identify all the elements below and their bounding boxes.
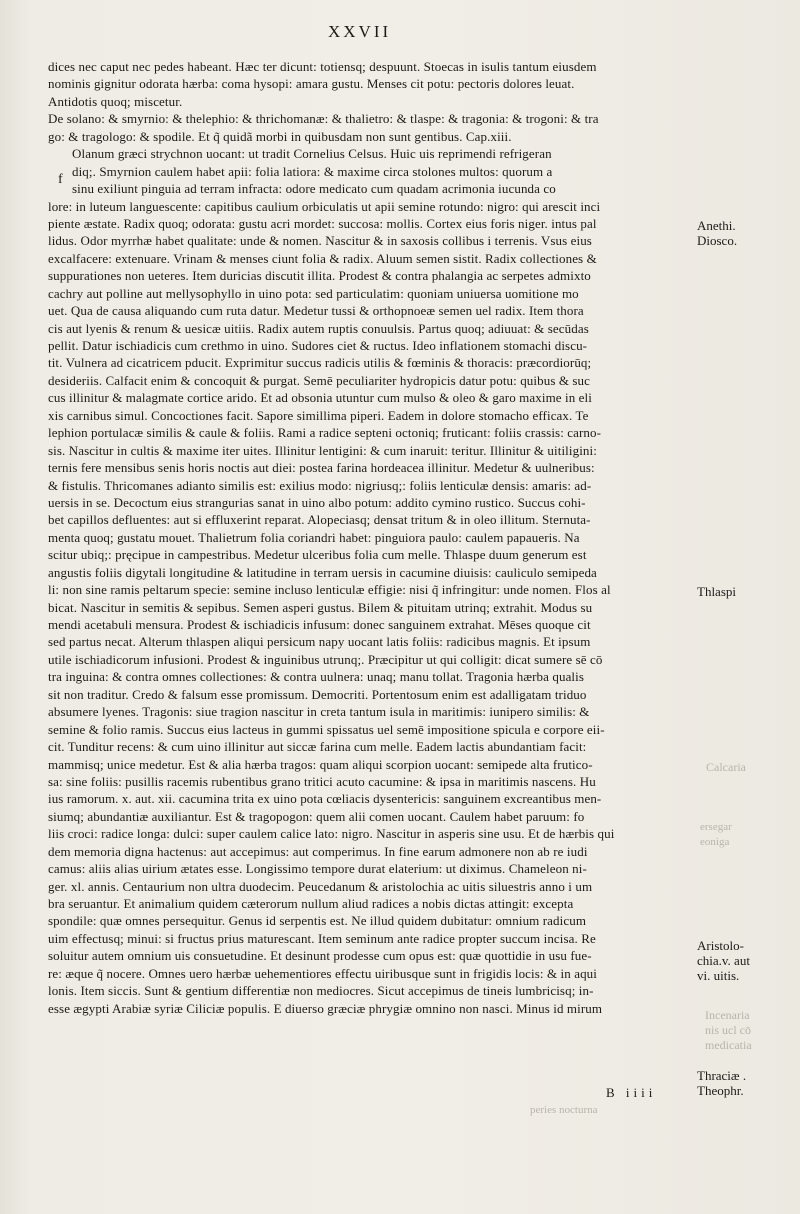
text-line: liis croci: radice longa: dulci: super caulem calice lato: nigro. Nascitur in asperis sine usu. Et de hærbis qui	[48, 826, 615, 842]
text-line: semine & folio ramis. Succus eius lacteus in gummi spissatus uel semē impositione spicula e corpore eii-	[48, 721, 605, 737]
text-line: go: & tragologo: & spodile. Et q̃ quidã morbi in quibusdam non sunt gentibus. Cap.xiii.	[48, 128, 512, 144]
text-line: bet capillos defluentes: aut si effluxerint reparat. Alopeciasq; densat tritum & in oleo illitum. Sternuta-	[48, 512, 591, 528]
text-line: siumq; abundantiæ auxiliantur. Est & tragopogon: quem alii comen uocant. Caulem habet paruum: fo	[48, 808, 585, 824]
text-line: mammisq; unice medetur. Est & alia hærba tragos: quam aliqui scorpion uocant: semipede alta frutico-	[48, 756, 593, 772]
marginal-note-anethi	[697, 218, 737, 248]
text-line: diq;. Smyrnion caulem habet apii: folia latiora: & maxime circa stolones multos: quorum a	[72, 163, 553, 179]
main-text-block	[48, 58, 690, 1017]
show-through-line: medicatia	[705, 1038, 752, 1052]
text-line: desideriis. Calfacit enim & concoquit & purgat. Semē peculiariter hydropicis datur potu: quibus & suc	[48, 372, 591, 388]
text-line: ger. xl. annis. Centaurium non ultra duodecim. Peucedanum & aristolochia ac uitis siluestris anno i um	[48, 878, 593, 894]
text-line: lore: in luteum languescente: capitibus caulium orbiculatis ut apii semine rotundo: nigro: qui arescit inci	[48, 198, 601, 214]
text-line: li: non sine ramis peltarum specie: semine incluso lenticulæ effigie: nisi q̃ infringitur: unde nomen. Flos al	[48, 582, 611, 598]
text-line: xis carnibus simul. Concoctiones facit. Sapore simillima piperi. Eadem in dolore stomacho efficax. Te	[48, 407, 589, 423]
text-line: uersis in se. Decoctum eius strangurias sanat in uino albo potum: addito cymino rustico. Succus cohi-	[48, 494, 586, 510]
show-through-line: ersegar	[700, 821, 732, 833]
text-line: excalfacere: extenuare. Vrinam & menses ciunt folia & radix. Aluum semen sistit. Radix collectiones &	[48, 250, 597, 266]
text-line: menta quoq; gustatu mouet. Thalietrum folia coriandri habet: pinguiora paulo: caulem papaueris. Na	[48, 529, 580, 545]
text-line: esse ægypti Arabiæ syriæ Ciliciæ populis. E diuerso græciæ phrygiæ omnino non nasci. Minus id mirum	[48, 1000, 603, 1016]
marginal-note-line: Aristolo-	[697, 938, 744, 953]
marginal-note-line: Thraciæ .	[697, 1068, 747, 1083]
initial-letter: f	[58, 172, 63, 187]
text-line: bra seruantur. Et animalium quidem cæterorum nullum aliud radices a nobis dictas attingit: excepta	[48, 896, 574, 911]
text-line: re: æque q̃ nocere. Omnes uero hærbæ uehementiores effectu uiribusque sunt in frigidis locis: & in aqui	[48, 965, 597, 981]
text-line: cis aut lyenis & renum & uesicæ uitiis. Radix autem ruptis conuulsis. Partus quoq; adiuuat: & secūdas	[48, 320, 589, 336]
marginal-note-line: Thlaspi	[697, 584, 736, 599]
text-line: tit. Vulnera ad cicatricem pducit. Exprimitur succus radicis utilis & fœminis & thoracis: præcordiorūq;	[48, 355, 592, 371]
show-through-line: nis ucl cō	[705, 1023, 751, 1037]
show-through-bottom	[530, 1103, 598, 1118]
text-line: absumere lyenes. Tragonis: siue tragion nascitur in creta tantum isula in maritimis: iunipero similis: &	[48, 704, 590, 720]
text-line: scitur ubiq;: pręcipue in campestribus. Medetur ulceribus folia cum melle. Thlaspe duum generum est	[48, 547, 587, 563]
show-through-line: Calcaria	[706, 760, 746, 774]
text-line: dices nec caput nec pedes habeant. Hæc ter dicunt: totiensq; despuunt. Stoecas in isulis tantum eiusdem	[48, 59, 597, 74]
marginal-note-thlaspi	[697, 584, 736, 599]
text-line: cachry aut polline aut mellysophyllo in uino pota: sed particulatim: quoniam uniuersa uomitione mo	[48, 285, 579, 301]
marginal-note-line: chia.v. aut	[697, 953, 750, 968]
show-through-lower	[705, 1008, 752, 1053]
text-line: mendi acetabuli mensura. Prodest & ischiadicis infusum: donec sanguinem extrahat. Mēses quoque cit	[48, 617, 591, 632]
text-line: sed partus necat. Alterum thlaspen aliqui persicum napy uocant latis foliis: radicibus magnis. Et ipsum	[48, 634, 591, 650]
text-line: soluitur autem omnium uis consuetudine. Et desinunt prodesse cum opus est: quæ quottidie in usu fue-	[48, 948, 592, 964]
text-line: lephion portulacæ similis & caule & foliis. Rami a radice septeni octoniq; fruticant: foliis crassis: carno-	[48, 425, 602, 441]
text-line: Antidotis quoq; miscetur.	[48, 93, 183, 109]
text-line: suppurationes non ueteres. Item duricias discutit illita. Prodest & contra phalangia ac serpetes admixto	[48, 268, 591, 284]
text-line: Olanum græci strychnon uocant: ut tradit Cornelius Celsus. Huic uis reprimendi refrigeran	[72, 146, 552, 162]
marginal-note-aristolochia	[697, 938, 750, 983]
text-line: angustis foliis digytali longitudine & latitudine in terram uersis in cacumine diuisis: cauliculo semipeda	[48, 564, 597, 580]
text-line: piente æstate. Radix quoq; odorata: gustu acri mordet: succosa: mollis. Cortex eius foris niger. intus pal	[48, 215, 597, 231]
text-line: dem memoria digna hactenus: aut accepimus: aut comperimus. In fine earum admonere non ab re iudi	[48, 843, 588, 859]
marginal-note-line: Diosco.	[697, 233, 738, 248]
signature-mark: B iiii	[606, 1085, 657, 1100]
text-line: bicat. Nascitur in semitis & sepibus. Semen asperi gustus. Bilem & pituitam utrinq; extrahit. Modus su	[48, 599, 593, 615]
text-line: utile ischiadicorum infusioni. Prodest & inguinibus utrunq;. Præcipitur ut qui colligit: dicat sumere sē cō	[48, 651, 603, 667]
text-line: spondile: quæ omnes persequitur. Genus id serpentis est. Ne illud quidem dubitatur: omnium radicum	[48, 913, 587, 929]
folio-number: XXVII	[328, 22, 392, 41]
text-line: & fistulis. Thricomanes adianto similis est: exilius modo: nigriusq;: foliis lenticulæ densis: amaris: ad-	[48, 477, 592, 493]
show-through-line: eoniga	[700, 836, 730, 848]
marginal-note-line: vi. uitis.	[697, 968, 740, 983]
text-line: sis. Nascitur in cultis & maxime iter uites. Illinitur lentigini: & cum inaruit: teritur. Illinitur & uitiligini:	[48, 442, 597, 458]
show-through-calcaria	[706, 760, 746, 775]
marginal-note-line: Theophr.	[697, 1083, 744, 1098]
text-line: cus illinitur & malagmate cortice arido. Et ad obsonia utuntur cum mulso & oleo & garo maxime in eli	[48, 390, 592, 406]
text-line: camus: aliis alias uirium ætates esse. Longissimo tempore durat elaterium: ut diximus. Chameleon ni-	[48, 861, 587, 877]
text-line: De solano: & smyrnio: & thelephio: & thrichomanæ: & thalietro: & tlaspe: & tragonia: & trogoni: & tra	[48, 111, 599, 127]
show-through-line: Incenaria	[705, 1008, 750, 1022]
text-line: uim effectusq; minui: si fructus prius maturescant. Item seminum ante radice propter succum incisa. Re	[48, 930, 596, 946]
text-line: pellit. Datur ischiadicis cum crethmo in uino. Sudores ciet & ructus. Ideo inflationem stomachi discu-	[48, 338, 588, 353]
text-line: lonis. Item siccis. Sunt & gentium differentiæ non mediocres. Sicut accepimus de tineis lumbricisq; in-	[48, 983, 594, 999]
marginal-note-line: Anethi.	[697, 218, 736, 233]
text-line: ternis fere mensibus senis horis noctis aut diei: postea farina hordeacea illinitur. Medetur & uulneribus:	[48, 460, 595, 476]
text-line: cit. Tunditur recens: & cum uino illinitur aut siccæ farina cum melle. Eadem lactis abundantiam facit:	[48, 739, 587, 755]
text-line: nominis gignitur odorata hærba: coma hysopi: amara gustu. Menses cit potu: pectoris dolores leuat.	[48, 76, 575, 92]
text-line: tra inguina: & contra omnes collectiones: & contra uulnera: unaq; manu tollat. Tragonia hærba qualis	[48, 669, 585, 685]
marginal-note-thraciae	[697, 1068, 746, 1098]
show-through-line: peries nocturna	[530, 1104, 598, 1116]
text-line: sa: sine foliis: pusillis racemis rubentibus grano tritici acuto cacumine: & ipsa in maritimis nascens. Hu	[48, 773, 596, 789]
text-line: lidus. Odor myrrhæ habet qualitate: unde & nomen. Nascitur & in saxosis collibus i terrenis. Vsus eius	[48, 233, 592, 249]
text-line: sit non traditur. Credo & falsum esse promissum. Democriti. Portentosum enim est adalligatam triduo	[48, 686, 587, 702]
text-line: uet. Qua de causa aliquando cum ruta datur. Medetur tussi & orthopnoeæ semen uel radix. Item thora	[48, 303, 584, 319]
show-through-mid	[700, 820, 732, 850]
text-line: sinu exiliunt pinguia ad terram infracta: odore medicato cum quadam acrimonia iucunda co	[72, 181, 556, 197]
text-line: ius ramorum. x. aut. xii. cacumina trita ex uino pota cœliacis dysentericis: sanguinem excreantibus men-	[48, 791, 602, 807]
